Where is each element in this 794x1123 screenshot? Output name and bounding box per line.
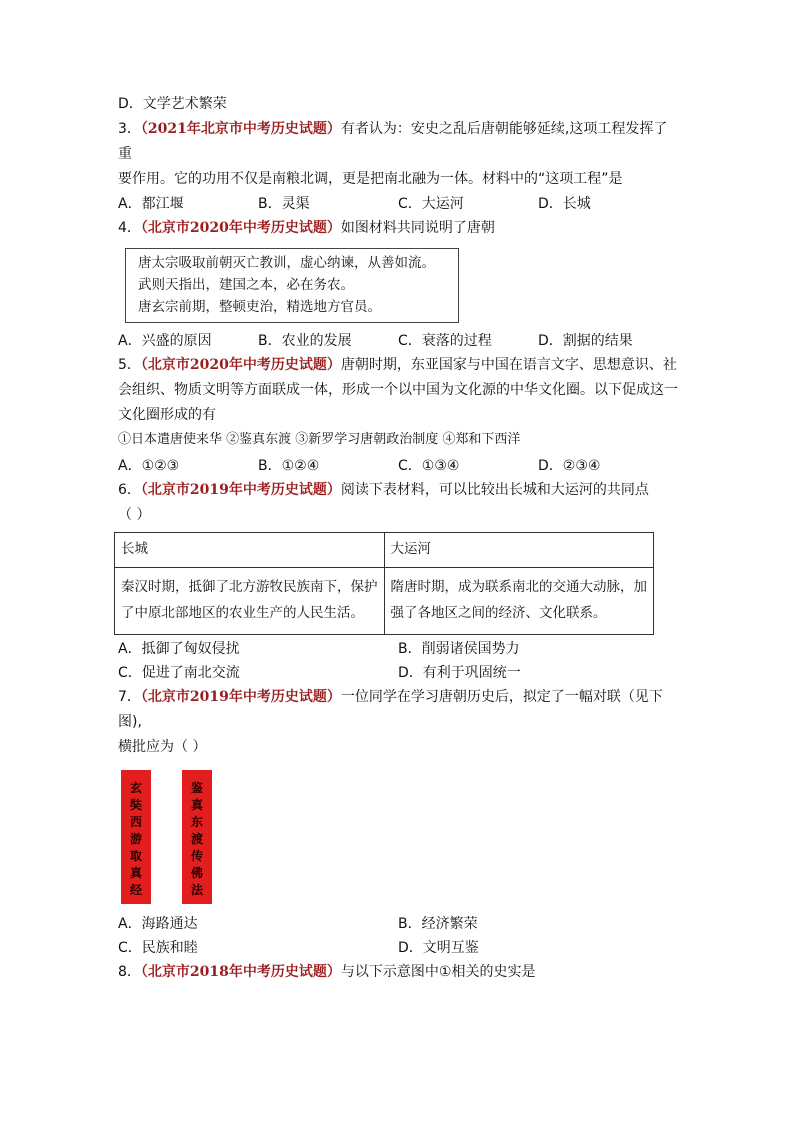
q4-box-line-3: 唐玄宗前期，整顿吏治，精选地方官员。 (138, 299, 381, 315)
q7-option-d[interactable]: D．文明互鉴 (398, 940, 479, 956)
q7-option-a[interactable]: A．海路通达 (118, 916, 198, 932)
q3-option-d[interactable]: D．长城 (538, 196, 591, 212)
q4-box-line-2: 武则天指出，建国之本，必在务农。 (138, 277, 354, 293)
q5-items: ①日本遣唐使来华 ②鉴真东渡 ③新罗学习唐朝政治制度 ④郑和下西洋 (118, 432, 521, 447)
question-7 (118, 685, 678, 760)
question-5 (118, 353, 678, 428)
table-header-great-wall: 长城 (115, 533, 385, 568)
q3-text-2: 要作用。它的功用不仅是南粮北调，更是把南北融为一体。材料中的“这项工程”是 (118, 171, 623, 187)
couplet-right-text: 鉴真东渡传佛法 (190, 781, 203, 897)
q5-option-c[interactable]: C．①③④ (398, 458, 460, 474)
q6-source: （北京市2019年中考历史试题） (140, 482, 341, 498)
q6-blank: （ ） (118, 507, 151, 523)
q5-number: 5． (118, 357, 141, 373)
table-cell-grand-canal: 隋唐时期，成为联系南北的交通大动脉，加强了各地区之间的经济、文化联系。 (384, 568, 654, 635)
q7-options-row-1 (118, 912, 678, 936)
q4-option-a[interactable]: A．兴盛的原因 (118, 333, 212, 349)
q3-option-a[interactable]: A．都江堰 (118, 196, 184, 212)
q5-text-1: 唐朝时期，东亚国家与中国在语言文字、思想意识、社 (340, 357, 677, 373)
q3-number: 3． (118, 121, 141, 137)
q8-text: 与以下示意图中①相关的史实是 (340, 964, 536, 980)
q6-option-c[interactable]: C．促进了南北交流 (118, 665, 240, 681)
question-3 (118, 117, 678, 192)
q7-option-b[interactable]: B．经济繁荣 (398, 916, 478, 932)
table-row (115, 568, 654, 635)
q7-text-2: 横批应为（ ） (118, 739, 207, 755)
q6-option-d[interactable]: D．有利于巩固统一 (398, 665, 521, 681)
couplet-left-text: 玄奘西游取真经 (129, 781, 142, 897)
q3-option-b[interactable]: B．灵渠 (258, 196, 310, 212)
q4-material-box (125, 248, 459, 323)
q5-option-d[interactable]: D．②③④ (538, 458, 601, 474)
q4-box-line-1: 唐太宗吸取前朝灭亡教训，虚心纳谏，从善如流。 (138, 255, 435, 271)
exam-page (118, 92, 678, 984)
q5-option-b[interactable]: B．①②④ (258, 458, 320, 474)
q3-options (118, 192, 678, 216)
table-header-row (115, 533, 654, 568)
q5-text-2: 会组织、物质文明等方面联成一体，形成一个以中国为文化源的中华文化圈。以下促成这一 (118, 382, 678, 398)
q6-options-row-2 (118, 661, 678, 685)
question-4 (118, 216, 678, 240)
q4-source: （北京市2020年中考历史试题） (140, 220, 341, 236)
q4-text: 如图材料共同说明了唐朝 (340, 220, 495, 236)
q7-options-row-2 (118, 936, 678, 960)
q7-text-1: 一位同学在学习唐朝历史后，拟定了一幅对联（见下图), (118, 689, 663, 730)
table-header-grand-canal: 大运河 (384, 533, 654, 568)
couplet-scroll-left (121, 770, 151, 904)
q5-options (118, 454, 678, 478)
q3-source: （2021年北京市中考历史试题） (140, 121, 341, 137)
q6-options-row-1 (118, 637, 678, 661)
question-6 (118, 478, 678, 528)
q7-number: 7． (118, 689, 141, 705)
couplet-scroll-right (182, 770, 212, 904)
q6-comparison-table (114, 532, 654, 635)
q4-options (118, 329, 678, 353)
q7-couplet-image (121, 770, 678, 904)
q6-option-a[interactable]: A．抵御了匈奴侵扰 (118, 641, 240, 657)
q5-text-3: 文化圈形成的有 (118, 407, 216, 423)
q2-option-d: D．文学艺术繁荣 (118, 96, 227, 112)
q8-source: （北京市2018年中考历史试题） (140, 964, 341, 980)
table-cell-great-wall: 秦汉时期，抵御了北方游牧民族南下，保护了中原北部地区的农业生产的人民生活。 (115, 568, 385, 635)
q5-source: （北京市2020年中考历史试题） (140, 357, 341, 373)
question-8 (118, 960, 678, 984)
q4-option-c[interactable]: C．衰落的过程 (398, 333, 492, 349)
q4-option-b[interactable]: B．农业的发展 (258, 333, 352, 349)
q4-number: 4． (118, 220, 141, 236)
q6-option-b[interactable]: B．削弱诸侯国势力 (398, 641, 520, 657)
q5-option-a[interactable]: A．①②③ (118, 458, 180, 474)
q3-text-1: 有者认为：安史之乱后唐朝能够延续,这项工程发挥了重 (118, 121, 668, 162)
q8-number: 8． (118, 964, 141, 980)
q6-text: 阅读下表材料，可以比较出长城和大运河的共同点 (340, 482, 649, 498)
q6-number: 6． (118, 482, 141, 498)
q7-option-c[interactable]: C．民族和睦 (118, 940, 198, 956)
q3-option-c[interactable]: C．大运河 (398, 196, 464, 212)
q7-source: （北京市2019年中考历史试题） (140, 689, 341, 705)
q4-option-d[interactable]: D．割据的结果 (538, 333, 633, 349)
